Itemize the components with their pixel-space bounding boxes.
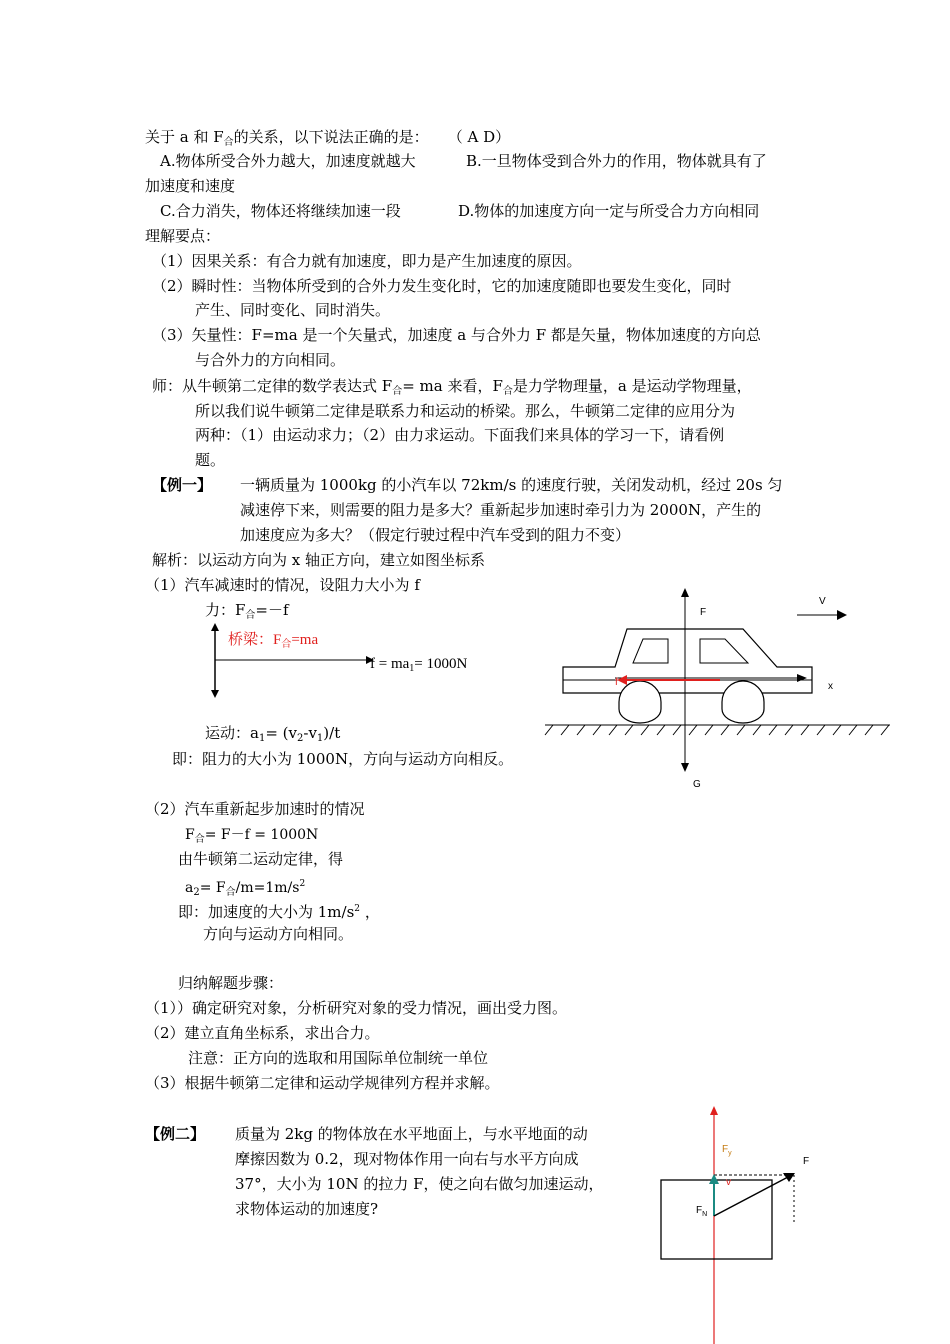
ground-hatching	[545, 725, 889, 735]
teacher-line-4: 题。	[195, 451, 226, 469]
case-2-line-3: $a_2= F_合/m=1m/s^2$	[185, 879, 306, 898]
example2-line-1: 质量为 2kg 的物体放在水平地面上，与水平地面的动	[235, 1125, 588, 1143]
teacher-line-3: 两种：（1）由运动求力；（2）由力求运动。下面我们来具体的学习一下，请看例	[195, 426, 725, 444]
fy-arrow-icon	[709, 1174, 719, 1184]
fy-label: $F_y$	[722, 1144, 732, 1157]
option-b: B.一旦物体受到合外力的作用，物体就具有了	[466, 152, 767, 170]
option-a: A.物体所受合外力越大，加速度就越大	[160, 152, 416, 170]
x-axis-arrow-icon	[797, 674, 807, 682]
pull-force-arrow-icon	[783, 1173, 795, 1182]
example1-line-2: 减速停下来，则需要的阻力是多大？重新起步加速时牵引力为 2000N，产生的	[240, 501, 762, 519]
force-equation: 力：$F_合=-f$	[205, 601, 289, 621]
example1-line-3: 加速度应为多大？（假定行驶过程中汽车受到的阻力不变）	[240, 526, 631, 544]
step-note: 注意：正方向的选取和用国际单位制统一单位	[188, 1049, 489, 1067]
normal-force-label: F	[700, 607, 707, 618]
step-1: （1））确定研究对象，分析研究对象的受力情况，画出受力图。	[145, 999, 568, 1017]
friction-equation: $f = ma_1= 1000N$	[370, 656, 468, 674]
box-object	[661, 1180, 772, 1259]
point-3: （3）矢量性：F=ma 是一个矢量式，加速度 a 与合外力 F 都是矢量，物体加速度的方向总	[152, 326, 761, 344]
example1-label: 【例一】	[152, 476, 213, 494]
car-window-front	[633, 639, 668, 663]
box-force-diagram	[650, 1104, 820, 1344]
pull-force-label: F	[803, 1156, 810, 1167]
velocity-label: V	[819, 596, 826, 607]
down-arrow-icon	[681, 763, 689, 772]
gravity-label: G	[693, 779, 701, 790]
example2-line-3: 37°，大小为 10N 的拉力 F，使之向右做匀加速运动，	[235, 1175, 604, 1193]
case-2-line-5: 方向与运动方向相同。	[203, 925, 354, 943]
point-2: （2）瞬时性：当物体所受到的合外力发生变化时，它的加速度随即也要发生变化，同时	[152, 277, 732, 295]
example2-line-4: 求物体运动的加速度?	[235, 1200, 379, 1218]
bridge-double-arrow	[205, 623, 225, 698]
step-3: （3）根据牛顿第二定律和运动学规律列方程并求解。	[145, 1074, 500, 1092]
car-body	[563, 629, 812, 693]
motion-equation: 运动：$a_1= (v_2-v_1)/t$	[205, 724, 341, 744]
understanding-title: 理解要点：	[145, 227, 221, 245]
example1-line-1: 一辆质量为 1000kg 的小汽车以 72km/s 的速度行驶，关闭发动机，经过 20s 匀	[240, 476, 783, 494]
case-2-line-1: $F_合= F-f = 1000N$	[185, 827, 319, 845]
point-3-continued: 与合外力的方向相同。	[195, 351, 346, 369]
car-wheel-front	[619, 681, 661, 723]
question-stem: 关于 a 和 $F_合$的关系，以下说法正确的是： （ A D）	[145, 128, 511, 148]
velocity-mark: v	[726, 1177, 731, 1188]
up-arrow-icon	[681, 588, 689, 597]
teacher-line-1: 师：从牛顿第二定律的数学表达式 $F_合=$ ma 来看，$F_合$是力学物理量，a 是运动学物理量，	[152, 377, 752, 397]
example2-label: 【例二】	[145, 1125, 206, 1143]
velocity-arrow-icon	[837, 610, 847, 620]
step-2: （2）建立直角坐标系，求出合力。	[145, 1024, 380, 1042]
option-c: C.合力消失，物体还将继续加速一段	[160, 202, 401, 220]
conclusion-1: 即：阻力的大小为 1000N，方向与运动方向相反。	[172, 750, 514, 768]
car-force-diagram	[545, 585, 890, 790]
bridge-equation: 桥梁：$F_合=ma$	[228, 632, 319, 650]
option-b-continued: 加速度和速度	[145, 177, 236, 195]
teacher-line-2: 所以我们说牛顿第二定律是联系力和运动的桥梁。那么，牛顿第二定律的应用分为	[195, 402, 736, 420]
friction-label: f	[615, 677, 618, 688]
fn-label: $F_N$	[696, 1205, 708, 1218]
car-wheel-rear	[722, 681, 764, 723]
example2-line-2: 摩擦因数为 0.2，现对物体作用一向右与水平方向成	[235, 1150, 579, 1168]
friction-arrow-icon	[617, 675, 627, 685]
point-1: （1）因果关系：有合力就有加速度，即力是产生加速度的原因。	[152, 252, 582, 270]
case-2-line-4: 即：加速度的大小为 $1m/s^2$ ，	[178, 903, 380, 921]
red-up-arrow-icon	[710, 1106, 718, 1115]
x-axis-label: x	[828, 681, 833, 692]
steps-title: 归纳解题步骤：	[178, 974, 284, 992]
case-1-title: （1）汽车减速时的情况，设阻力大小为 f	[145, 576, 420, 594]
case-2-title: （2）汽车重新起步加速时的情况	[145, 800, 365, 818]
point-2-continued: 产生、同时变化、同时消失。	[195, 301, 391, 319]
answer: （ A D）	[447, 128, 511, 146]
option-d: D.物体的加速度方向一定与所受合力方向相同	[458, 202, 760, 220]
car-window-rear	[700, 639, 748, 663]
analysis: 解析：以运动方向为 x 轴正方向，建立如图坐标系	[152, 551, 485, 569]
case-2-line-2: 由牛顿第二运动定律，得	[178, 850, 344, 868]
